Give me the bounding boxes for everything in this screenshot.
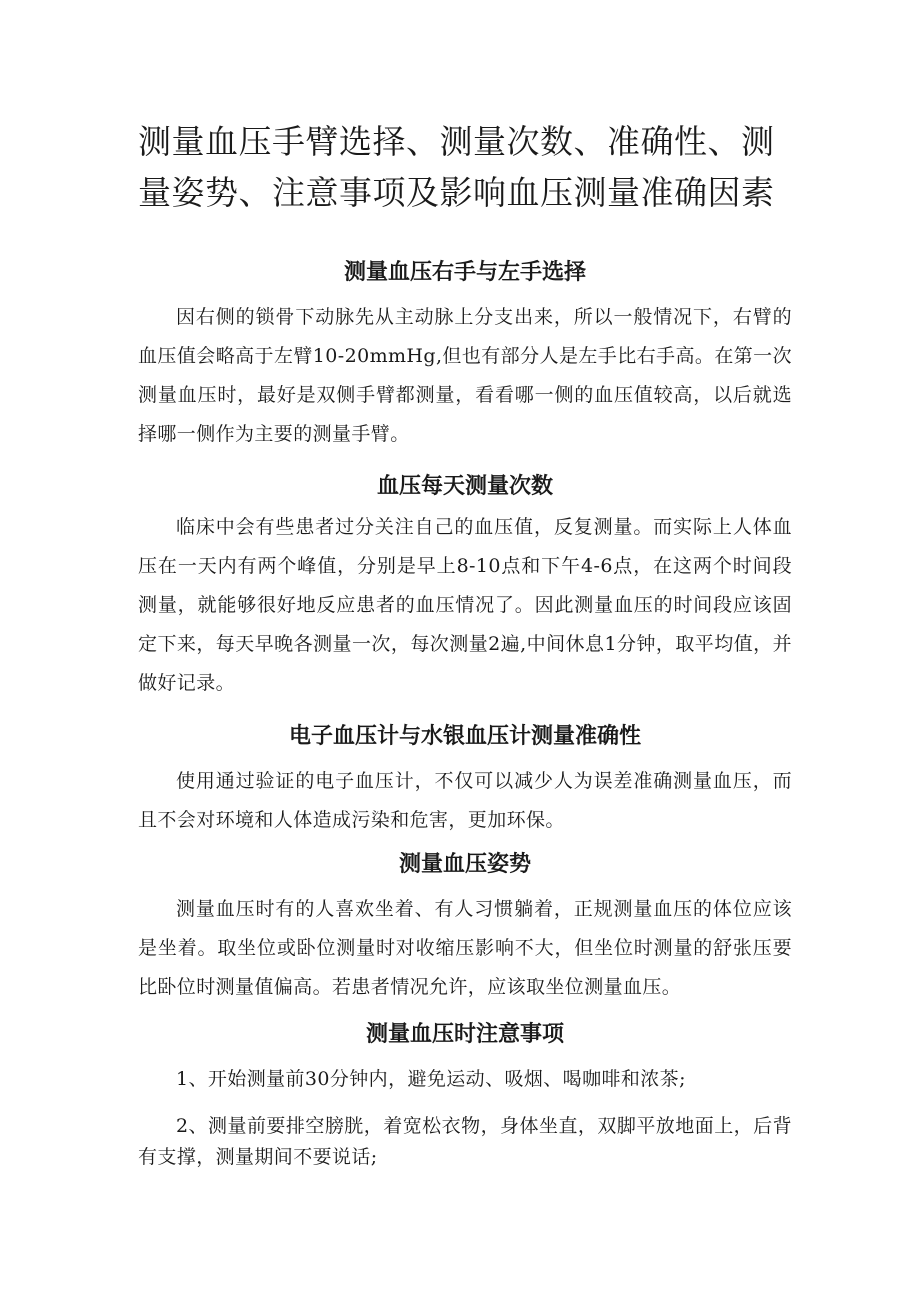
paragraph-posture: 测量血压时有的人喜欢坐着、有人习惯躺着，正规测量血压的体位应该是坐着。取坐位或卧位测量时对收缩压影响不大，但坐位时测量的舒张压要比卧位时测量值偏高。若患者情况允许，应该取坐位测量血压。: [138, 898, 792, 998]
section-heading-posture: 测量血压姿势: [398, 852, 531, 877]
section-heading-accuracy: 电子血压计与水银血压计测量准确性: [288, 724, 641, 749]
section-heading-daily-frequency: 血压每天测量次数: [376, 474, 553, 499]
section-heading-arm-choice: 测量血压右手与左手选择: [343, 260, 586, 285]
paragraph-daily-frequency: 临床中会有些患者过分关注自己的血压值，反复测量。而实际上人体血压在一天内有两个峰值，分别是早上8-10点和下午4-6点，在这两个时间段测量，就能够很好地反应患者的血压情况了。因此测量血压的时间段应该固定下来，每天早晚各测量一次，每次测量2遍,中间休息1分钟，取平均值，并做好记录。: [138, 516, 792, 694]
list-item-precaution-1: 1、开始测量前30分钟内，避免运动、吸烟、喝咖啡和浓茶;: [176, 1068, 686, 1090]
paragraph-accuracy: 使用通过验证的电子血压计，不仅可以减少人为误差准确测量血压，而且不会对环境和人体造成污染和危害，更加环保。: [138, 770, 792, 831]
section-heading-precautions: 测量血压时注意事项: [365, 1022, 564, 1047]
document-title: 测量血压手臂选择、测量次数、准确性、测量姿势、注意事项及影响血压测量准确因素: [138, 122, 775, 212]
list-item-precaution-2: 2、测量前要排空膀胱，着宽松衣物，身体坐直，双脚平放地面上，后背有支撑，测量期间不要说话;: [138, 1115, 792, 1168]
paragraph-arm-choice: 因右侧的锁骨下动脉先从主动脉上分支出来，所以一般情况下，右臂的血压值会略高于左臂10-20mmHg,但也有部分人是左手比右手高。在第一次测量血压时，最好是双侧手臂都测量，看看哪一侧的血压值较高，以后就选择哪一侧作为主要的测量手臂。: [138, 306, 792, 445]
